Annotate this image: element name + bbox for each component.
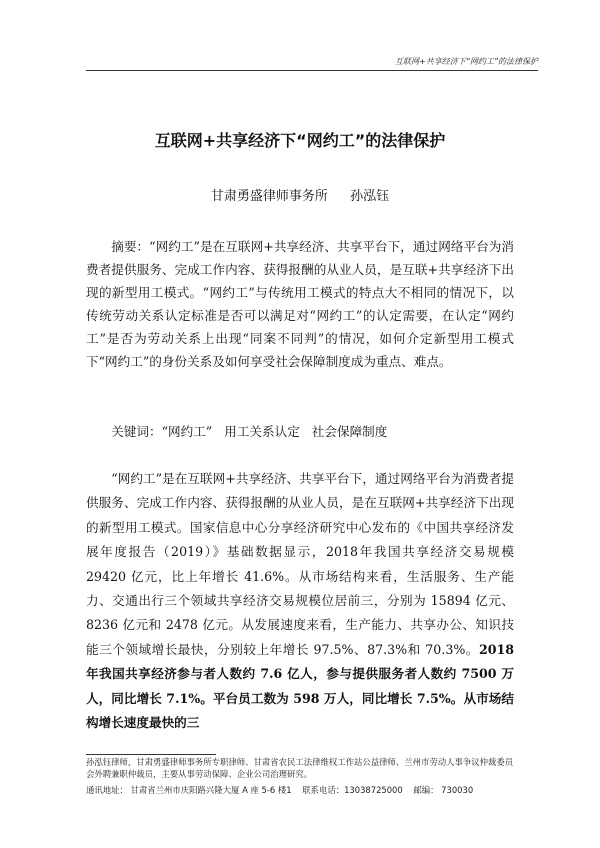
body-bold-text: 2018 年我国共享经济参与者人数约 7.6 亿人，参与提供服务者人数约 7500 万人，同比增长 7.1%。平台员工数为 598 万人，同比增长 7.5%。从市场结构增长速度最快的三 [86, 641, 514, 731]
author-line [0, 185, 600, 204]
running-header: 互联网+共享经济下“网约工”的法律保护 [395, 57, 538, 66]
footnote-rule [86, 754, 216, 755]
author-name: 孙泓钰 [350, 189, 390, 204]
abstract-label: 摘要： [111, 239, 150, 254]
contact-zip: 邮编： 730030 [413, 785, 474, 795]
keywords-line [86, 420, 514, 443]
keywords-label: 关键词： [111, 424, 162, 439]
keyword-item: “网约工” [161, 424, 213, 439]
contact-address: 通讯地址： 甘肃省兰州市庆阳路兴隆大厦 A 座 5-6 楼1 [86, 785, 292, 795]
document-title: 互联网+共享经济下“网约工”的法律保护 [154, 131, 446, 150]
contact-phone: 联系电话：13038725000 [302, 785, 403, 795]
keyword-item: 社会保障制度 [311, 424, 388, 439]
abstract-paragraph [86, 235, 514, 373]
header-rule [86, 70, 538, 71]
body-paragraph [86, 467, 514, 735]
author-firm: 甘肃勇盛律师事务所 [210, 189, 328, 204]
contact-line [86, 784, 518, 796]
author-footnote: 孙泓钰律师，甘肃勇盛律师事务所专职律师、甘肃省农民工法律维权工作站公益律师、兰州市劳动人事争议仲裁委员会外聘兼职仲裁员，主要从事劳动保障、企业公司治理研究。 [86, 757, 514, 779]
keyword-item: 用工关系认定 [224, 424, 300, 439]
body-text: “网约工”是在互联网+共享经济、共享平台下，通过网络平台为消费者提供服务、完成工作内容、获得报酬的从业人员，是在互联网+共享经济下出现的新型用工模式。国家信息中心分享经济研究中心发布的《中国共享经济发展年度报告（2019）》基础数据显示，2018年我国共享经济交易规模 29420 亿元，比上年增长 41.6%。从市场结构来看，生活服务、生产能力、交通出行三个领域共享经济交易规模位居前三，分别为 15894 亿元、8236 亿元和 2478 亿元。从发展速度来看，生产能力、共享办公、知识技能三个领域增长最快，分别较上年增长 97.5%、87.3%和 70.3%。 [86, 471, 514, 657]
abstract-text: “网约工”是在互联网+共享经济、共享平台下，通过网络平台为消费者提供服务、完成工作内容、获得报酬的从业人员，是互联+共享经济下出现的新型用工模式。“网约工”与传统用工模式的特点大不相同的情况下，以传统劳动关系认定标准是否可以满足对“网约工”的认定需要，在认定“网约工”是否为劳动关系上出现“同案不同判”的情况，如何介定新型用工模式下“网约工”的身份关系及如何享受社会保障制度成为重点、难点。 [86, 239, 515, 369]
